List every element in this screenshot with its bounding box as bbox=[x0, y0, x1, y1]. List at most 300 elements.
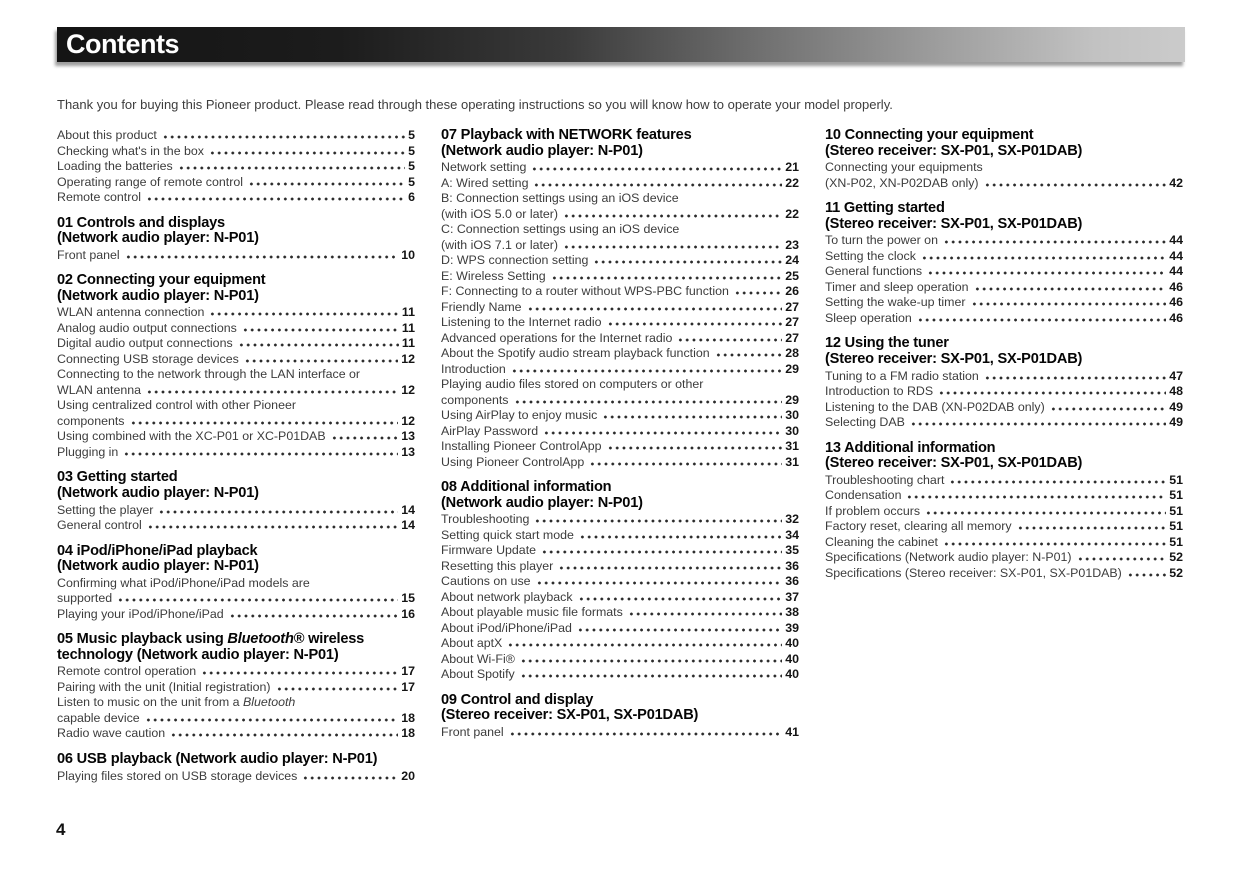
toc-entry bbox=[825, 550, 1183, 566]
toc-entry bbox=[441, 652, 799, 668]
toc-entry-continued-line: Listen to music on the unit from a Bluetooth bbox=[57, 695, 296, 710]
toc-entry-page: 41 bbox=[785, 725, 799, 740]
toc-section bbox=[57, 216, 415, 264]
toc-entry-continued-line: C: Connection settings using an iOS device bbox=[441, 222, 680, 237]
toc-entry-page: 29 bbox=[785, 392, 799, 407]
toc-entry-page: 11 bbox=[401, 305, 415, 320]
toc-entry-label: Timer and sleep operation bbox=[825, 279, 969, 294]
toc-section-heading: 05 Music playback using Bluetooth® wireless technology (Network audio player: N-P01) bbox=[57, 631, 365, 663]
toc-entry bbox=[825, 264, 1183, 280]
toc-entry-page: 13 bbox=[401, 429, 415, 444]
toc-entry bbox=[57, 503, 415, 519]
toc-entry-label: Sleep operation bbox=[825, 310, 912, 325]
toc-entry-label: Listening to the DAB (XN-P02DAB only) bbox=[825, 399, 1045, 414]
toc-entry-page: 40 bbox=[785, 636, 799, 651]
dot-leader bbox=[147, 525, 398, 529]
toc-entry-page: 36 bbox=[785, 574, 799, 589]
dot-leader bbox=[511, 369, 782, 373]
toc-entry bbox=[57, 190, 415, 206]
toc-entry-label: About aptX bbox=[441, 636, 503, 651]
toc-entry-label: Connecting USB storage devices bbox=[57, 351, 239, 366]
toc-entry-label: capable device bbox=[57, 710, 140, 725]
toc-entry-label: Setting the clock bbox=[825, 248, 916, 263]
toc-entry-page: 16 bbox=[401, 606, 415, 621]
toc-entry bbox=[441, 455, 799, 471]
toc-section-heading: 07 Playback with NETWORK features (Network audio player: N-P01) bbox=[441, 127, 692, 159]
toc-entry-label: Advanced operations for the Internet radio bbox=[441, 330, 673, 345]
toc-entry-page: 51 bbox=[1169, 472, 1183, 487]
toc-entry-label: AirPlay Password bbox=[441, 423, 539, 438]
dot-leader bbox=[248, 182, 405, 186]
toc-section bbox=[441, 128, 799, 470]
dot-leader bbox=[589, 462, 782, 466]
toc-entry bbox=[57, 144, 415, 160]
toc-entry-page: 17 bbox=[401, 679, 415, 694]
toc-entry-label: Setting the player bbox=[57, 502, 154, 517]
toc-entry-page: 32 bbox=[785, 512, 799, 527]
toc-entry bbox=[825, 384, 1183, 400]
toc-entry bbox=[825, 566, 1183, 582]
toc-entry bbox=[441, 331, 799, 347]
toc-entry bbox=[441, 393, 799, 409]
toc-entry bbox=[441, 362, 799, 378]
toc-entry-page: 40 bbox=[785, 667, 799, 682]
toc-entry-label: General control bbox=[57, 518, 142, 533]
toc-entry bbox=[825, 295, 1183, 311]
dot-leader bbox=[201, 671, 398, 675]
toc-entry-label: If problem occurs bbox=[825, 503, 921, 518]
dot-leader bbox=[984, 376, 1166, 380]
toc-entry bbox=[57, 769, 415, 785]
toc-entry-page: 5 bbox=[408, 159, 415, 173]
dot-leader bbox=[563, 214, 782, 218]
dot-leader bbox=[242, 328, 399, 332]
toc-entry-page: 26 bbox=[785, 284, 799, 299]
toc-section bbox=[57, 128, 415, 206]
toc-entry bbox=[825, 535, 1183, 551]
toc-entry-page: 27 bbox=[785, 315, 799, 330]
toc-entry-page: 29 bbox=[785, 361, 799, 376]
toc-entry-page: 5 bbox=[408, 143, 415, 158]
dot-leader bbox=[607, 322, 783, 326]
toc-entry-continued-line: Connecting to the network through the LAN interface or bbox=[57, 367, 361, 382]
toc-section bbox=[825, 336, 1183, 430]
toc-entry bbox=[825, 233, 1183, 249]
toc-section-heading: 03 Getting started (Network audio player: N-P01) bbox=[57, 469, 259, 501]
toc-entry-page: 12 bbox=[401, 351, 415, 366]
toc-entry-label: Setting quick start mode bbox=[441, 527, 574, 542]
toc-entry-page: 11 bbox=[401, 336, 415, 351]
toc-entry-page: 40 bbox=[785, 651, 799, 666]
toc-entry bbox=[57, 383, 415, 399]
toc-entry-label: Digital audio output connections bbox=[57, 336, 233, 351]
page-number: 4 bbox=[56, 820, 66, 839]
dot-leader bbox=[578, 597, 783, 601]
toc-entry bbox=[441, 621, 799, 637]
dot-leader bbox=[734, 291, 782, 295]
toc-entry-label: Factory reset, clearing all memory bbox=[825, 519, 1012, 534]
toc-entry bbox=[441, 253, 799, 269]
dot-leader bbox=[520, 659, 782, 663]
toc-entry-label: Tuning to a FM radio station bbox=[825, 368, 979, 383]
toc-entry-label: (with iOS 5.0 or later) bbox=[441, 206, 559, 221]
toc-entry-label: Specifications (Stereo receiver: SX-P01, SX-P01DAB) bbox=[825, 565, 1122, 580]
toc-section bbox=[825, 128, 1183, 191]
dot-leader bbox=[607, 446, 783, 450]
toc-entry-page: 49 bbox=[1169, 415, 1183, 430]
toc-entry-label: Playing files stored on USB storage devices bbox=[57, 768, 298, 783]
toc-entry bbox=[57, 336, 415, 352]
dot-leader bbox=[906, 495, 1166, 499]
toc-entry bbox=[441, 543, 799, 559]
toc-entry-label: About iPod/iPhone/iPad bbox=[441, 620, 572, 635]
dot-leader bbox=[527, 307, 783, 311]
toc-section-heading: 12 Using the tuner (Stereo receiver: SX-P01, SX-P01DAB) bbox=[825, 335, 1083, 367]
toc-entry-page: 35 bbox=[785, 543, 799, 558]
toc-entry-label: WLAN antenna connection bbox=[57, 305, 205, 320]
toc-section-heading: 02 Connecting your equipment (Network audio player: N-P01) bbox=[57, 272, 266, 304]
toc-entry-page: 11 bbox=[401, 320, 415, 335]
toc-entry-label: Cautions on use bbox=[441, 574, 531, 589]
toc-entry-page: 13 bbox=[401, 444, 415, 459]
toc-entry-page: 6 bbox=[408, 190, 415, 204]
dot-leader bbox=[117, 598, 398, 602]
dot-leader bbox=[943, 542, 1166, 546]
dot-leader bbox=[715, 353, 783, 357]
dot-leader bbox=[543, 431, 782, 435]
contents-header-bar bbox=[57, 27, 1185, 62]
toc-section-heading: 04 iPod/iPhone/iPad playback (Network audio player: N-P01) bbox=[57, 542, 259, 575]
dot-leader bbox=[938, 391, 1166, 395]
dot-leader bbox=[602, 415, 782, 419]
toc-entry-label: supported bbox=[57, 591, 113, 606]
toc-entry-label: About Spotify bbox=[441, 667, 515, 682]
dot-leader bbox=[1127, 573, 1166, 577]
toc-entry bbox=[825, 400, 1183, 416]
dot-leader bbox=[146, 390, 398, 394]
toc-entry-page: 52 bbox=[1169, 565, 1183, 580]
dot-leader bbox=[331, 436, 399, 440]
toc-entry-label: (XN-P02, XN-P02DAB only) bbox=[825, 175, 979, 190]
toc-entry-label: Selecting DAB bbox=[825, 415, 905, 430]
toc-entry-page: 17 bbox=[401, 664, 415, 679]
toc-entry bbox=[57, 429, 415, 445]
toc-entry-page: 28 bbox=[785, 346, 799, 361]
dot-leader bbox=[123, 452, 398, 456]
toc-entry bbox=[57, 321, 415, 337]
toc-entry bbox=[441, 238, 799, 254]
dot-leader bbox=[238, 343, 399, 347]
dot-leader bbox=[1050, 407, 1167, 411]
toc-section bbox=[441, 693, 799, 741]
toc-entry bbox=[57, 414, 415, 430]
toc-columns bbox=[57, 128, 1183, 784]
toc-entry bbox=[57, 128, 415, 144]
toc-entry bbox=[825, 473, 1183, 489]
toc-entry-page: 44 bbox=[1169, 264, 1183, 279]
toc-entry bbox=[57, 352, 415, 368]
dot-leader bbox=[244, 359, 398, 363]
dot-leader bbox=[579, 535, 782, 539]
toc-section-heading: 01 Controls and displays (Network audio player: N-P01) bbox=[57, 214, 259, 247]
intro-text: Thank you for buying this Pioneer product. Please read through these operating instructions so you will know how to operate your model properly. bbox=[57, 97, 893, 112]
toc-entry bbox=[825, 519, 1183, 535]
toc-entry-label: Setting the wake-up timer bbox=[825, 295, 966, 310]
toc-section-heading: 10 Connecting your equipment (Stereo receiver: SX-P01, SX-P01DAB) bbox=[825, 127, 1083, 159]
dot-leader bbox=[158, 510, 398, 514]
toc-entry-label: components bbox=[57, 413, 125, 428]
dot-leader bbox=[910, 422, 1166, 426]
toc-section-heading: 09 Control and display (Stereo receiver: SX-P01, SX-P01DAB) bbox=[441, 691, 699, 724]
dot-leader bbox=[925, 511, 1166, 515]
toc-section bbox=[57, 544, 415, 623]
toc-entry-label: Checking what's in the box bbox=[57, 143, 205, 158]
toc-entry-label: Network setting bbox=[441, 160, 527, 175]
toc-entry-page: 51 bbox=[1169, 534, 1183, 549]
toc-entry-label: Analog audio output connections bbox=[57, 320, 237, 335]
toc-entry-label: General functions bbox=[825, 264, 923, 279]
toc-entry bbox=[825, 249, 1183, 265]
toc-entry-page: 42 bbox=[1169, 175, 1183, 190]
toc-entry-page: 39 bbox=[785, 620, 799, 635]
page-title: Contents bbox=[66, 29, 179, 59]
toc-entry-page: 47 bbox=[1169, 368, 1183, 383]
toc-entry-page: 49 bbox=[1169, 399, 1183, 414]
toc-entry bbox=[441, 160, 799, 176]
toc-entry-page: 31 bbox=[785, 454, 799, 469]
toc-entry-page: 52 bbox=[1169, 550, 1183, 565]
dot-leader bbox=[943, 240, 1166, 244]
toc-entry bbox=[441, 346, 799, 362]
dot-leader bbox=[558, 566, 782, 570]
toc-entry bbox=[441, 439, 799, 455]
toc-section bbox=[57, 632, 415, 742]
toc-entry-label: A: Wired setting bbox=[441, 175, 529, 190]
dot-leader bbox=[302, 776, 398, 780]
dot-leader bbox=[229, 614, 399, 618]
toc-section bbox=[57, 470, 415, 533]
dot-leader bbox=[534, 519, 782, 523]
toc-entry-continued-line: B: Connection settings using an iOS device bbox=[441, 191, 679, 206]
toc-entry-label: Playing your iPod/iPhone/iPad bbox=[57, 606, 224, 621]
toc-entry-label: Troubleshooting bbox=[441, 512, 530, 527]
dot-leader bbox=[209, 312, 398, 316]
toc-entry-label: About playable music file formats bbox=[441, 605, 623, 620]
toc-entry-page: 51 bbox=[1169, 488, 1183, 503]
dot-leader bbox=[170, 733, 398, 737]
dot-leader bbox=[276, 687, 399, 691]
toc-entry-page: 14 bbox=[401, 502, 415, 517]
toc-entry-label: Remote control bbox=[57, 190, 142, 204]
dot-leader bbox=[593, 260, 782, 264]
toc-entry bbox=[57, 607, 415, 623]
toc-entry-continued-line: Connecting your equipments bbox=[825, 160, 983, 175]
toc-entry bbox=[441, 590, 799, 606]
toc-entry-label: Pairing with the unit (Initial registration) bbox=[57, 679, 271, 694]
toc-entry bbox=[57, 591, 415, 607]
toc-entry-page: 5 bbox=[408, 128, 415, 142]
toc-entry-page: 36 bbox=[785, 558, 799, 573]
dot-leader bbox=[628, 612, 782, 616]
toc-entry-page: 23 bbox=[785, 237, 799, 252]
toc-entry-label: F: Connecting to a router without WPS-PBC function bbox=[441, 284, 729, 299]
toc-entry-label: About Wi-Fi® bbox=[441, 651, 515, 666]
toc-entry bbox=[441, 408, 799, 424]
toc-entry-page: 46 bbox=[1169, 279, 1183, 294]
toc-entry-continued-line: Playing audio files stored on computers or other bbox=[441, 377, 704, 392]
dot-leader bbox=[921, 256, 1166, 260]
toc-entry bbox=[441, 636, 799, 652]
dot-leader bbox=[927, 271, 1166, 275]
toc-section-heading: 06 USB playback (Network audio player: N-P01) bbox=[57, 750, 378, 767]
toc-entry-label: Plugging in bbox=[57, 444, 119, 459]
toc-entry-page: 21 bbox=[785, 160, 799, 175]
toc-entry bbox=[57, 518, 415, 534]
dot-leader bbox=[533, 183, 782, 187]
toc-entry bbox=[441, 284, 799, 300]
toc-entry bbox=[441, 667, 799, 683]
dot-leader bbox=[520, 674, 783, 678]
toc-entry-label: components bbox=[441, 392, 509, 407]
toc-column-2 bbox=[441, 128, 799, 784]
toc-entry bbox=[441, 269, 799, 285]
toc-entry bbox=[57, 726, 415, 742]
toc-entry-label: Radio wave caution bbox=[57, 726, 166, 741]
toc-entry-page: 27 bbox=[785, 299, 799, 314]
toc-section bbox=[57, 273, 415, 460]
toc-entry-continued-line: Confirming what iPod/iPhone/iPad models are bbox=[57, 575, 310, 590]
toc-entry-page: 38 bbox=[785, 605, 799, 620]
toc-entry-label: Operating range of remote control bbox=[57, 174, 243, 189]
dot-leader bbox=[984, 183, 1167, 187]
dot-leader bbox=[507, 643, 782, 647]
toc-entry-page: 14 bbox=[401, 518, 415, 533]
toc-entry-label: Listening to the Internet radio bbox=[441, 315, 602, 330]
toc-entry bbox=[57, 680, 415, 696]
toc-entry-page: 27 bbox=[785, 330, 799, 345]
toc-entry-label: Front panel bbox=[441, 725, 504, 740]
dot-leader bbox=[974, 287, 1167, 291]
toc-entry-page: 30 bbox=[785, 423, 799, 438]
toc-entry-label: Remote control operation bbox=[57, 664, 197, 679]
toc-entry bbox=[825, 488, 1183, 504]
dot-leader bbox=[130, 421, 399, 425]
toc-entry-label: Installing Pioneer ControlApp bbox=[441, 439, 602, 454]
toc-entry bbox=[441, 574, 799, 590]
toc-entry bbox=[825, 369, 1183, 385]
toc-entry bbox=[441, 725, 799, 741]
dot-leader bbox=[949, 480, 1166, 484]
toc-entry bbox=[441, 559, 799, 575]
toc-entry-label: About the Spotify audio stream playback function bbox=[441, 346, 710, 361]
toc-entry-label: E: Wireless Setting bbox=[441, 268, 546, 283]
dot-leader bbox=[551, 276, 783, 280]
toc-entry bbox=[825, 280, 1183, 296]
dot-leader bbox=[563, 245, 782, 249]
dot-leader bbox=[541, 550, 782, 554]
toc-entry-label: About network playback bbox=[441, 589, 573, 604]
toc-entry bbox=[57, 159, 415, 175]
dot-leader bbox=[1077, 557, 1167, 561]
toc-section-heading: 13 Additional information (Stereo receiver: SX-P01, SX-P01DAB) bbox=[825, 439, 1083, 472]
toc-entry-page: 46 bbox=[1169, 310, 1183, 325]
toc-entry-page: 22 bbox=[785, 175, 799, 190]
toc-entry-label: Using Pioneer ControlApp bbox=[441, 454, 585, 469]
toc-entry-page: 15 bbox=[401, 591, 415, 606]
dot-leader bbox=[162, 135, 405, 139]
toc-entry bbox=[441, 176, 799, 192]
dot-leader bbox=[209, 151, 405, 155]
toc-entry-label: To turn the power on bbox=[825, 233, 938, 248]
toc-entry bbox=[441, 512, 799, 528]
toc-entry-label: Condensation bbox=[825, 488, 902, 503]
toc-entry-page: 48 bbox=[1169, 384, 1183, 399]
toc-entry bbox=[441, 424, 799, 440]
toc-entry-page: 18 bbox=[401, 726, 415, 741]
toc-entry-label: About this product bbox=[57, 128, 157, 142]
toc-entry-label: Using combined with the XC-P01 or XC-P01DAB bbox=[57, 429, 326, 444]
toc-entry-label: Introduction bbox=[441, 361, 506, 376]
toc-entry bbox=[825, 176, 1183, 192]
toc-section bbox=[57, 752, 415, 784]
toc-entry-page: 46 bbox=[1169, 295, 1183, 310]
toc-entry-page: 51 bbox=[1169, 503, 1183, 518]
toc-entry-label: Cleaning the cabinet bbox=[825, 534, 938, 549]
toc-entry bbox=[57, 445, 415, 461]
dot-leader bbox=[577, 628, 782, 632]
toc-entry-page: 37 bbox=[785, 589, 799, 604]
dot-leader bbox=[125, 255, 399, 259]
toc-entry-page: 20 bbox=[401, 768, 415, 783]
toc-entry-label: Specifications (Network audio player: N-P01) bbox=[825, 550, 1072, 565]
toc-entry-page: 30 bbox=[785, 408, 799, 423]
toc-entry-label: Using AirPlay to enjoy music bbox=[441, 408, 598, 423]
toc-entry-label: Troubleshooting chart bbox=[825, 472, 945, 487]
dot-leader bbox=[917, 318, 1166, 322]
toc-entry bbox=[57, 305, 415, 321]
toc-entry-label: Front panel bbox=[57, 247, 120, 262]
toc-entry-page: 44 bbox=[1169, 248, 1183, 263]
dot-leader bbox=[514, 400, 783, 404]
toc-entry bbox=[441, 300, 799, 316]
toc-entry-label: WLAN antenna bbox=[57, 382, 142, 397]
toc-entry bbox=[825, 415, 1183, 431]
toc-entry-page: 12 bbox=[401, 382, 415, 397]
dot-leader bbox=[971, 302, 1167, 306]
dot-leader bbox=[145, 718, 399, 722]
toc-entry-page: 22 bbox=[785, 206, 799, 221]
dot-leader bbox=[509, 732, 783, 736]
toc-column-3 bbox=[825, 128, 1183, 784]
toc-entry bbox=[57, 711, 415, 727]
dot-leader bbox=[178, 166, 405, 170]
toc-entry-page: 44 bbox=[1169, 233, 1183, 248]
toc-section-heading: 08 Additional information (Network audio player: N-P01) bbox=[441, 479, 643, 511]
toc-entry-page: 24 bbox=[785, 253, 799, 268]
toc-entry bbox=[441, 605, 799, 621]
toc-entry bbox=[57, 175, 415, 191]
toc-entry bbox=[825, 504, 1183, 520]
toc-entry-label: (with iOS 7.1 or later) bbox=[441, 237, 559, 252]
toc-column-1 bbox=[57, 128, 415, 784]
toc-entry-page: 12 bbox=[401, 413, 415, 428]
toc-entry-label: D: WPS connection setting bbox=[441, 253, 589, 268]
toc-entry bbox=[441, 528, 799, 544]
toc-entry-label: Firmware Update bbox=[441, 543, 537, 558]
dot-leader bbox=[146, 197, 405, 201]
toc-entry-page: 34 bbox=[785, 527, 799, 542]
toc-entry-page: 5 bbox=[408, 174, 415, 189]
